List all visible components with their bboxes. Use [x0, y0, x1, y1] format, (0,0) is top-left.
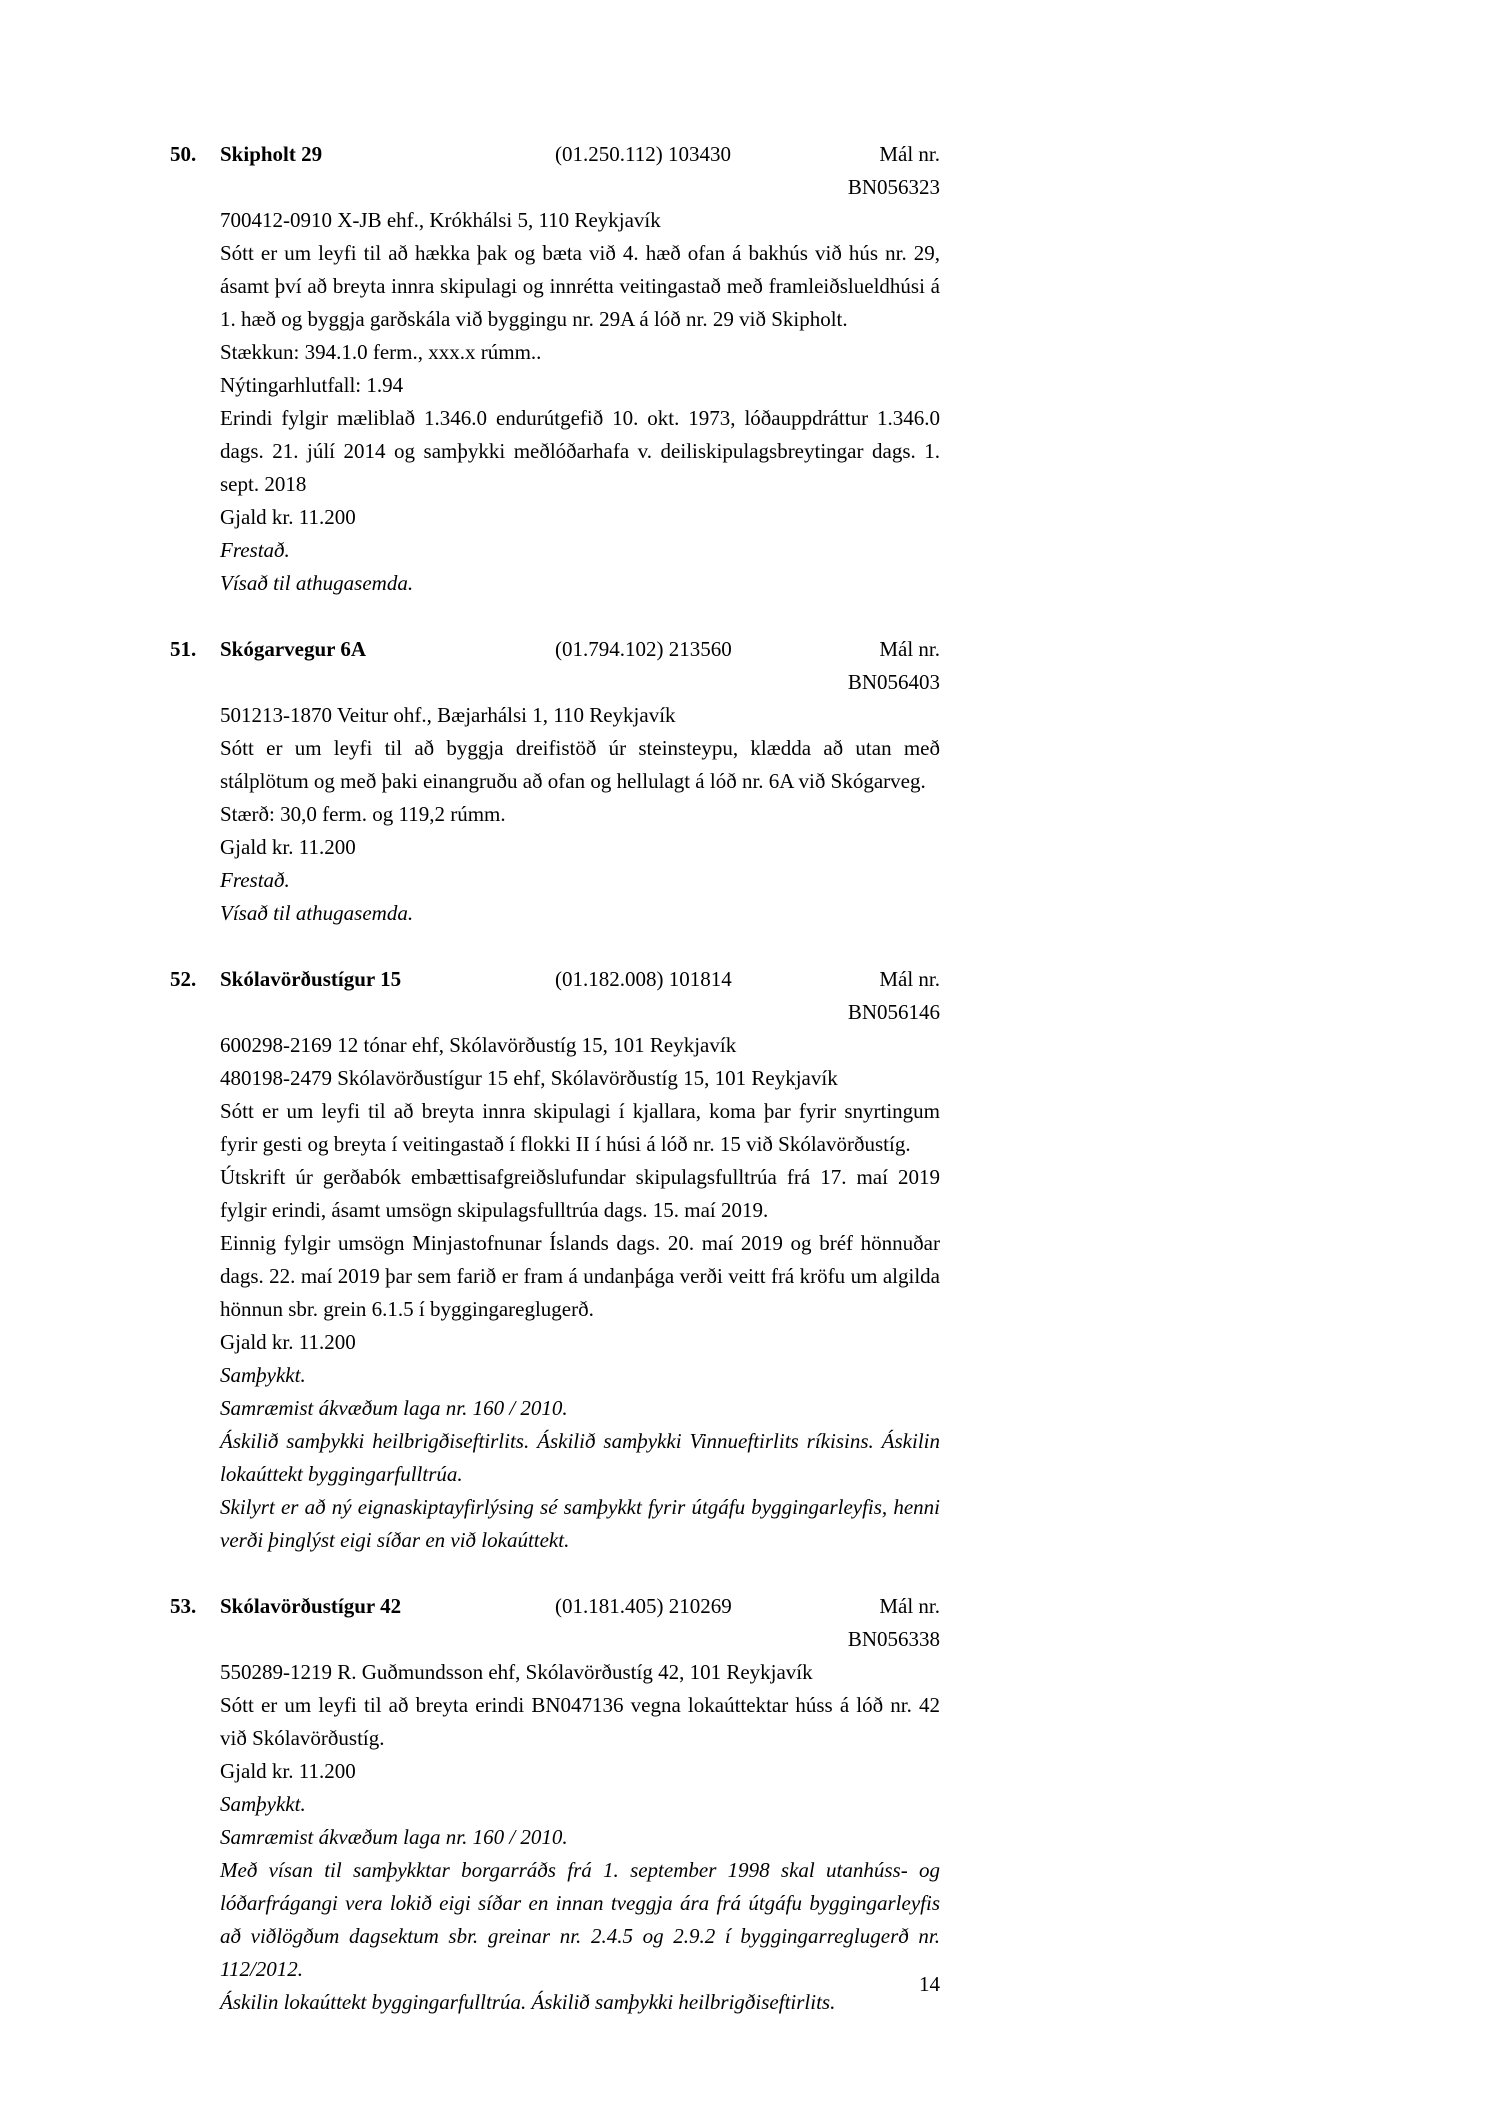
decision-line: Samþykkt.	[220, 1792, 306, 1816]
property-id: (01.794.102) 213560	[555, 637, 732, 661]
item-text-line: Sótt er um leyfi til að hækka þak og bæta við 4. hæð ofan á bakhús við hús nr. 29, ásamt því að breyta innra skipulagi og innrétta veitingastað með framleiðslueldhúsi á 1. hæð og byggja garðskála við byggingu nr. 29A á lóð nr. 29 við Skipholt.	[220, 241, 940, 331]
case-number: Mál nr. BN056338	[847, 1594, 940, 1651]
item-text-line: Einnig fylgir umsögn Minjastofnunar Íslands dags. 20. maí 2019 og bréf hönnuðar dags. 22. maí 2019 þar sem farið er fram á undanþága verði veitt frá kröfu um algilda hönnun sbr. grein 6.1.5 í byggingareglugerð.	[220, 1231, 940, 1321]
item-number: 53.	[170, 1594, 197, 1618]
item-header	[170, 1590, 940, 1656]
item-body	[220, 1029, 940, 1557]
decision-line: Samræmist ákvæðum laga nr. 160 / 2010.	[220, 1825, 568, 1849]
item-text-line: Gjald kr. 11.200	[220, 1759, 356, 1783]
item-text-line: Stækkun: 394.1.0 ferm., xxx.x rúmm..	[220, 340, 542, 364]
case-number: Mál nr. BN056403	[847, 637, 940, 694]
decision-line: Með vísan til samþykktar borgarráðs frá 1. september 1998 skal utanhúss- og lóðarfrágangi vera lokið eigi síðar en innan tveggja ára frá útgáfu byggingarleyfis að viðlögðum dagsektum sbr. greinar nr. 2.4.5 og 2.9.2 í byggingarreglugerð nr. 112/2012.	[220, 1858, 940, 1981]
item-address: Skólavörðustígur 42	[220, 1594, 402, 1618]
item-number: 51.	[170, 637, 197, 661]
item-text-line: Útskrift úr gerðabók embættisafgreiðslufundar skipulagsfulltrúa frá 17. maí 2019 fylgir erindi, ásamt umsögn skipulagsfulltrúa dags. 15. maí 2019.	[220, 1165, 940, 1222]
item-body	[220, 1656, 940, 2019]
item-text-line: Sótt er um leyfi til að breyta innra skipulagi í kjallara, koma þar fyrir snyrtingum fyrir gesti og breyta í veitingastað í flokki II í húsi á lóð nr. 15 við Skólavörðustíg.	[220, 1099, 940, 1156]
property-id: (01.181.405) 210269	[555, 1594, 732, 1618]
item-text-line: 480198-2479 Skólavörðustígur 15 ehf, Skólavörðustíg 15, 101 Reykjavík	[220, 1066, 838, 1090]
item-address: Skipholt 29	[220, 142, 323, 166]
case-number: Mál nr. BN056146	[847, 967, 940, 1024]
property-id: (01.250.112) 103430	[555, 142, 731, 166]
property-id: (01.182.008) 101814	[555, 967, 732, 991]
decision-line: Áskilið samþykki heilbrigðiseftirlits. Áskilið samþykki Vinnueftirlits ríkisins. Áskilin lokaúttekt byggingarfulltrúa.	[220, 1429, 940, 1486]
decision-line: Vísað til athugasemda.	[220, 901, 414, 925]
item-text-line: Gjald kr. 11.200	[220, 1330, 356, 1354]
item-header	[170, 963, 940, 1029]
agenda-item	[170, 963, 940, 1557]
item-text-line: Stærð: 30,0 ferm. og 119,2 rúmm.	[220, 802, 506, 826]
item-header	[170, 633, 940, 699]
item-text-line: Erindi fylgir mæliblað 1.346.0 endurútgefið 10. okt. 1973, lóðauppdráttur 1.346.0 dags. 21. júlí 2014 og samþykki meðlóðarhafa v. deiliskipulagsbreytingar dags. 1. sept. 2018	[220, 406, 940, 496]
item-text-line: 550289-1219 R. Guðmundsson ehf, Skólavörðustíg 42, 101 Reykjavík	[220, 1660, 813, 1684]
item-address: Skólavörðustígur 15	[220, 967, 402, 991]
item-text-line: 600298-2169 12 tónar ehf, Skólavörðustíg 15, 101 Reykjavík	[220, 1033, 737, 1057]
item-text-line: Sótt er um leyfi til að byggja dreifistöð úr steinsteypu, klædda að utan með stálplötum og með þaki einangruðu að ofan og hellulagt á lóð nr. 6A við Skógarveg.	[220, 736, 940, 793]
decision-line: Frestað.	[220, 868, 290, 892]
decision-line: Samþykkt.	[220, 1363, 306, 1387]
decision-line: Vísað til athugasemda.	[220, 571, 414, 595]
item-text-line: 700412-0910 X-JB ehf., Krókhálsi 5, 110 Reykjavík	[220, 208, 661, 232]
item-number: 50.	[170, 142, 197, 166]
case-number: Mál nr. BN056323	[847, 142, 940, 199]
item-number: 52.	[170, 967, 197, 991]
item-address: Skógarvegur 6A	[220, 637, 367, 661]
agenda-item	[170, 1590, 940, 2019]
agenda-item	[170, 633, 940, 930]
decision-line: Samræmist ákvæðum laga nr. 160 / 2010.	[220, 1396, 568, 1420]
agenda-item	[170, 138, 940, 600]
decision-line: Áskilin lokaúttekt byggingarfulltrúa. Áskilið samþykki heilbrigðiseftirlits.	[220, 1990, 836, 2014]
items-container	[170, 138, 940, 2052]
item-body	[220, 204, 940, 600]
item-text-line: Gjald kr. 11.200	[220, 505, 356, 529]
item-text-line: 501213-1870 Veitur ohf., Bæjarhálsi 1, 110 Reykjavík	[220, 703, 676, 727]
item-text-line: Sótt er um leyfi til að breyta erindi BN047136 vegna lokaúttektar húss á lóð nr. 42 við Skólavörðustíg.	[220, 1693, 940, 1750]
item-body	[220, 699, 940, 930]
decision-line: Skilyrt er að ný eignaskiptayfirlýsing sé samþykkt fyrir útgáfu byggingarleyfis, henni verði þinglýst eigi síðar en við lokaúttekt.	[220, 1495, 940, 1552]
item-text-line: Nýtingarhlutfall: 1.94	[220, 373, 404, 397]
item-header	[170, 138, 940, 204]
item-text-line: Gjald kr. 11.200	[220, 835, 356, 859]
page-number: 14	[919, 1972, 940, 1996]
decision-line: Frestað.	[220, 538, 290, 562]
